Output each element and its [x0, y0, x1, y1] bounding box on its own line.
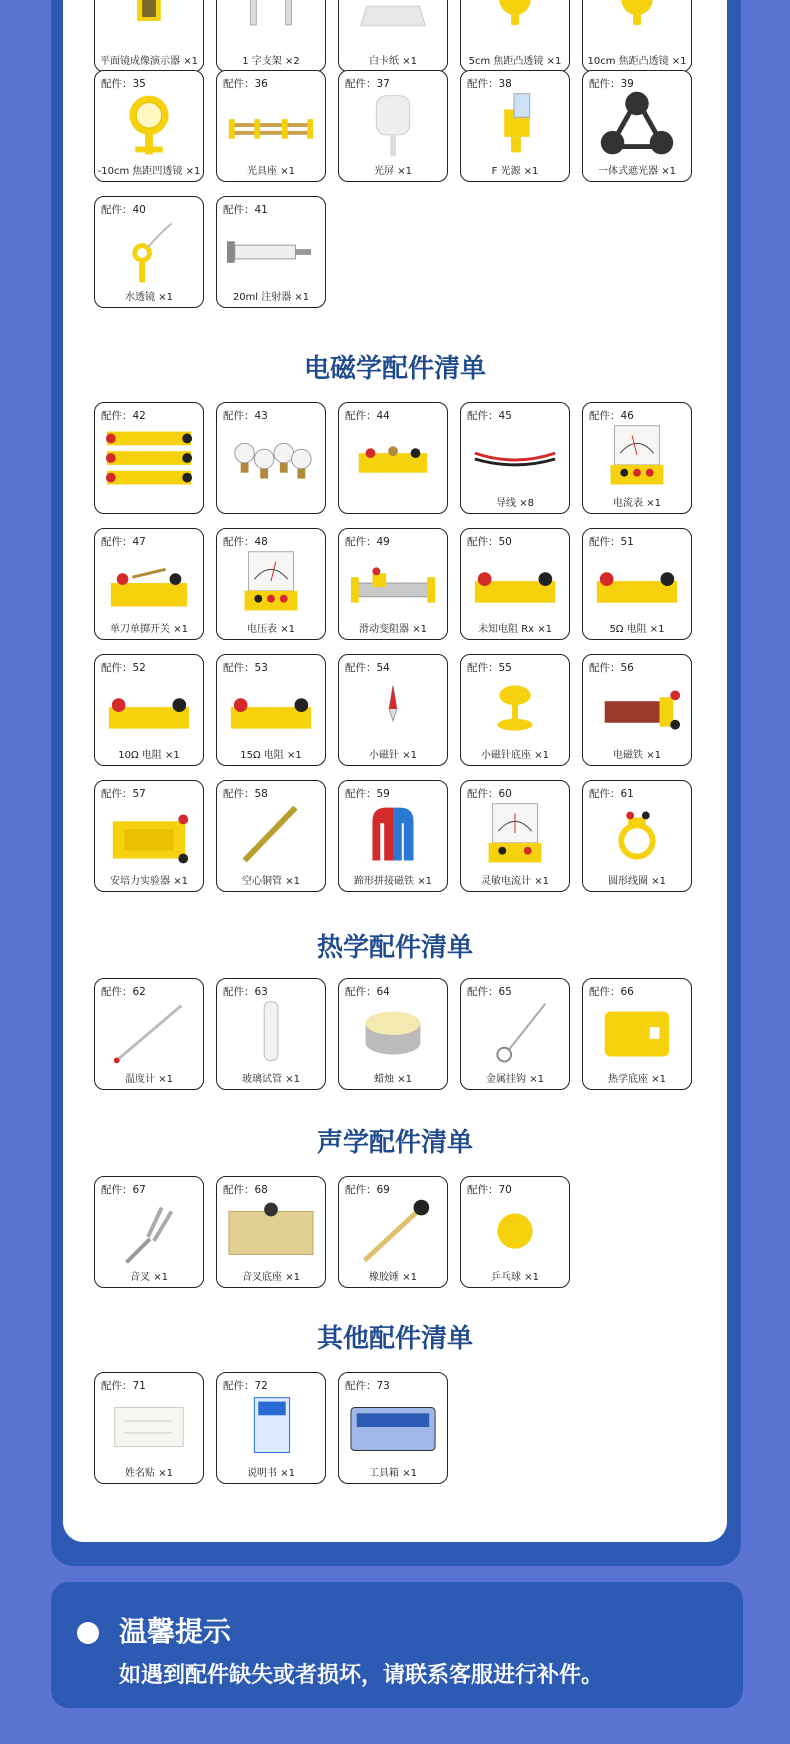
rheostat-icon	[347, 549, 439, 621]
part-label: 橡胶锤 ×1	[369, 1272, 417, 1283]
part-card	[94, 70, 204, 182]
part-number: 配件：39	[589, 78, 634, 90]
resistor-icon	[103, 675, 195, 747]
part-number: 配件：67	[101, 1184, 146, 1196]
part-card	[338, 780, 448, 892]
part-number: 配件：57	[101, 788, 146, 800]
part-label: 蜡烛 ×1	[374, 1074, 412, 1085]
part-number: 配件：51	[589, 536, 634, 548]
part-label: 滑动变阻器 ×1	[359, 624, 427, 635]
section-title-heat: 热学配件清单	[316, 933, 473, 963]
part-card	[94, 780, 204, 892]
heat-base-icon	[591, 999, 683, 1071]
part-label: 水透镜 ×1	[125, 292, 173, 303]
part-number: 配件：37	[345, 78, 390, 90]
part-card	[94, 1176, 204, 1288]
part-card	[582, 70, 692, 182]
resistor-icon	[225, 675, 317, 747]
part-label: 热学底座 ×1	[608, 1074, 666, 1085]
part-card	[94, 0, 204, 72]
part-card	[582, 0, 692, 72]
part-card	[216, 402, 326, 514]
part-card	[582, 978, 692, 1090]
part-number: 配件：61	[589, 788, 634, 800]
part-number: 配件：55	[467, 662, 512, 674]
part-label: -10cm 焦距凹透镜 ×1	[97, 166, 201, 177]
part-label: 说明书 ×1	[247, 1468, 295, 1479]
part-card	[338, 70, 448, 182]
mallet-icon	[347, 1197, 439, 1269]
part-number: 配件：68	[223, 1184, 268, 1196]
part-number: 配件：59	[345, 788, 390, 800]
part-label: 小磁针 ×1	[369, 750, 417, 761]
name-sticker-icon	[103, 1393, 195, 1465]
part-number: 配件：38	[467, 78, 512, 90]
part-number: 配件：40	[101, 204, 146, 216]
stand-icon	[225, 0, 317, 53]
part-label: 白卡纸 ×1	[369, 56, 417, 67]
part-number: 配件：53	[223, 662, 268, 674]
lens-icon	[591, 0, 683, 53]
part-card	[582, 654, 692, 766]
ampere-force-icon	[103, 801, 195, 873]
optical-bench-icon	[225, 91, 317, 163]
part-card	[216, 1372, 326, 1484]
part-label: 姓名贴 ×1	[125, 1468, 173, 1479]
part-label: 光屏 ×1	[374, 166, 412, 177]
resistor-icon	[469, 549, 561, 621]
water-lens-icon	[103, 217, 195, 289]
part-label: 光具座 ×1	[247, 166, 295, 177]
electromagnet-icon	[591, 675, 683, 747]
tuning-fork-icon	[103, 1197, 195, 1269]
part-card	[216, 196, 326, 308]
part-number: 配件：56	[589, 662, 634, 674]
part-card	[338, 528, 448, 640]
part-number: 配件：52	[101, 662, 146, 674]
part-label: 单刀单掷开关 ×1	[110, 624, 188, 635]
needle-base-icon	[469, 675, 561, 747]
wood-block-icon	[225, 1197, 317, 1269]
part-label: 音叉底座 ×1	[242, 1272, 300, 1283]
part-card	[460, 0, 570, 72]
part-card	[94, 196, 204, 308]
concave-lens-icon	[103, 91, 195, 163]
part-label: 安培力实验器 ×1	[110, 876, 188, 887]
compass-needle-icon	[347, 675, 439, 747]
part-number: 配件：54	[345, 662, 390, 674]
manual-icon	[225, 1393, 317, 1465]
part-label: 灵敏电流计 ×1	[481, 876, 549, 887]
part-card	[216, 654, 326, 766]
part-label: 5Ω 电阻 ×1	[609, 624, 665, 635]
part-number: 配件：43	[223, 410, 268, 422]
part-number: 配件：49	[345, 536, 390, 548]
part-label: 10Ω 电阻 ×1	[118, 750, 180, 761]
part-number: 配件：47	[101, 536, 146, 548]
part-number: 配件：46	[589, 410, 634, 422]
part-card	[460, 654, 570, 766]
part-card	[338, 1372, 448, 1484]
coil-icon	[591, 801, 683, 873]
part-card	[94, 402, 204, 514]
part-card	[582, 528, 692, 640]
tip-title: 温馨提示	[119, 1615, 232, 1648]
part-card	[338, 978, 448, 1090]
ping-pong-icon	[469, 1197, 561, 1269]
test-tube-icon	[225, 999, 317, 1071]
part-card	[460, 1176, 570, 1288]
part-card	[94, 1372, 204, 1484]
part-number: 配件：69	[345, 1184, 390, 1196]
thermometer-icon	[103, 999, 195, 1071]
section-title-electromagnetism: 电磁学配件清单	[303, 354, 486, 384]
part-label: 未知电阻 Rx ×1	[478, 624, 552, 635]
part-card	[94, 654, 204, 766]
part-label: 乒乓球 ×1	[491, 1272, 539, 1283]
wire-icon	[469, 423, 561, 495]
part-card	[94, 528, 204, 640]
voltmeter-icon	[225, 549, 317, 621]
part-label: 1 字支架 ×2	[242, 56, 300, 67]
ammeter-icon	[591, 423, 683, 495]
copper-tube-icon	[225, 801, 317, 873]
part-card	[460, 528, 570, 640]
lamp-holder-icon	[347, 423, 439, 495]
section-title-other: 其他配件清单	[316, 1324, 473, 1354]
part-card	[216, 0, 326, 72]
part-number: 配件：50	[467, 536, 512, 548]
part-label: 小磁针底座 ×1	[481, 750, 549, 761]
part-card	[460, 70, 570, 182]
part-label: 10cm 焦距凸透镜 ×1	[587, 56, 687, 67]
part-number: 配件：41	[223, 204, 268, 216]
part-card	[460, 978, 570, 1090]
part-number: 配件：66	[589, 986, 634, 998]
tip-box	[51, 1582, 743, 1708]
part-number: 配件：44	[345, 410, 390, 422]
part-card	[460, 780, 570, 892]
part-card	[460, 402, 570, 514]
syringe-icon	[225, 217, 317, 289]
toolbox-icon	[347, 1393, 439, 1465]
part-label: 导线 ×8	[496, 498, 534, 509]
part-number: 配件：65	[467, 986, 512, 998]
tip-text: 如遇到配件缺失或者损坏，请联系客服进行补件。	[119, 1663, 604, 1688]
part-label: 工具箱 ×1	[369, 1468, 417, 1479]
part-number: 配件：64	[345, 986, 390, 998]
part-label: 玻璃试管 ×1	[242, 1074, 300, 1085]
part-card	[216, 70, 326, 182]
part-card	[216, 1176, 326, 1288]
hook-icon	[469, 999, 561, 1071]
part-number: 配件：48	[223, 536, 268, 548]
part-card	[582, 780, 692, 892]
mirror-demo-icon	[103, 0, 195, 53]
part-label: 金属挂钩 ×1	[486, 1074, 544, 1085]
part-label: 15Ω 电阻 ×1	[240, 750, 302, 761]
part-card	[216, 528, 326, 640]
part-number: 配件：73	[345, 1380, 390, 1392]
part-card	[216, 780, 326, 892]
part-number: 配件：60	[467, 788, 512, 800]
galvanometer-icon	[469, 801, 561, 873]
part-number: 配件：35	[101, 78, 146, 90]
candle-icon	[347, 999, 439, 1071]
shading-icon	[591, 91, 683, 163]
part-number: 配件：62	[101, 986, 146, 998]
bulb-icon	[225, 423, 317, 495]
part-number: 配件：45	[467, 410, 512, 422]
part-label: 蹄形拼接磁铁 ×1	[354, 876, 432, 887]
part-card	[94, 978, 204, 1090]
part-label: 电流表 ×1	[613, 498, 661, 509]
part-label: 空心铜管 ×1	[242, 876, 300, 887]
light-screen-icon	[347, 91, 439, 163]
part-card	[338, 402, 448, 514]
switch-icon	[103, 549, 195, 621]
part-card	[582, 402, 692, 514]
part-label: 平面镜成像演示器 ×1	[100, 56, 198, 67]
part-card	[338, 654, 448, 766]
part-label: 电压表 ×1	[247, 624, 295, 635]
part-label: F 光源 ×1	[491, 166, 539, 177]
part-label: 音叉 ×1	[130, 1272, 168, 1283]
part-number: 配件：58	[223, 788, 268, 800]
part-number: 配件：72	[223, 1380, 268, 1392]
part-number: 配件：63	[223, 986, 268, 998]
bullet-dot-icon	[77, 1622, 99, 1644]
battery-box-icon	[103, 423, 195, 495]
part-label: 一体式遮光器 ×1	[598, 166, 676, 177]
part-card	[338, 1176, 448, 1288]
part-number: 配件：71	[101, 1380, 146, 1392]
part-label: 电磁铁 ×1	[613, 750, 661, 761]
part-label: 5cm 焦距凸透镜 ×1	[468, 56, 562, 67]
part-number: 配件：70	[467, 1184, 512, 1196]
part-number: 配件：42	[101, 410, 146, 422]
part-label: 圆形线圈 ×1	[608, 876, 666, 887]
part-card	[216, 978, 326, 1090]
section-title-sound: 声学配件清单	[316, 1128, 473, 1158]
part-label: 20ml 注射器 ×1	[232, 292, 310, 303]
part-label: 温度计 ×1	[125, 1074, 173, 1085]
part-card	[338, 0, 448, 72]
card-paper-icon	[347, 0, 439, 53]
resistor-icon	[591, 549, 683, 621]
f-light-icon	[469, 91, 561, 163]
part-number: 配件：36	[223, 78, 268, 90]
u-magnet-icon	[347, 801, 439, 873]
lens-icon	[469, 0, 561, 53]
